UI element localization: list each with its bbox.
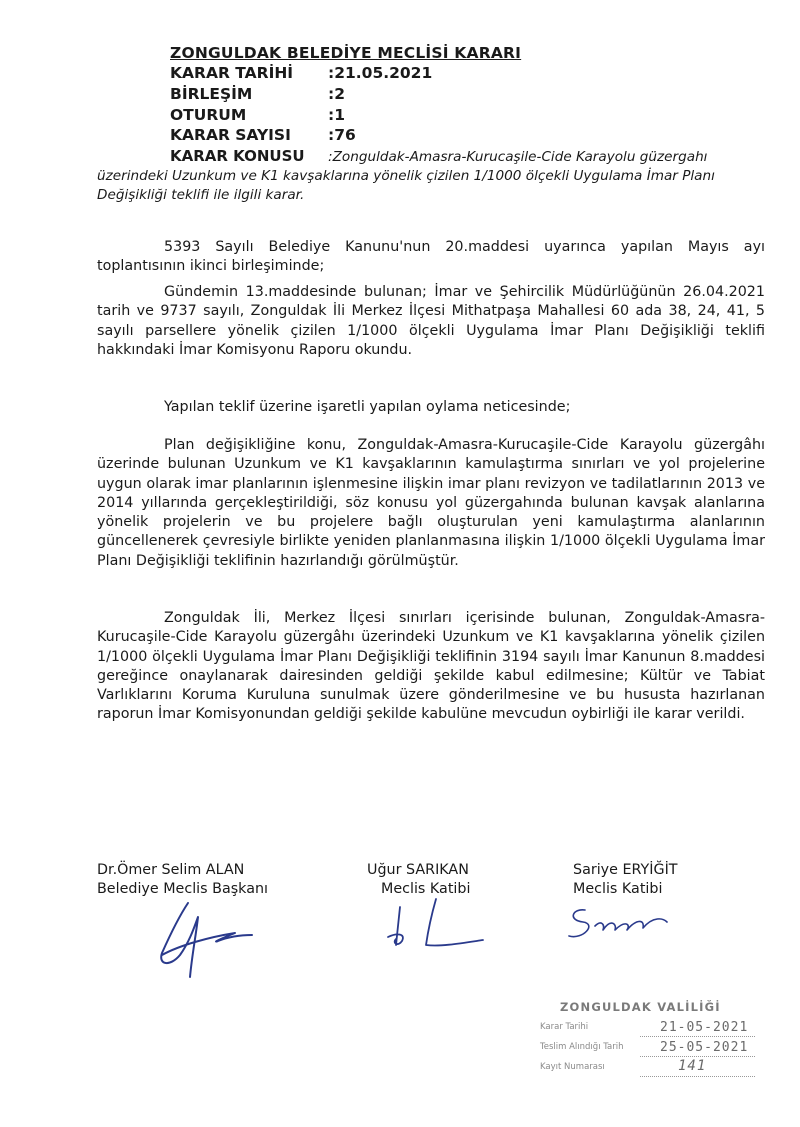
stamp-title: ZONGULDAK VALİLİĞİ — [560, 1000, 721, 1014]
decision-number-label: KARAR SAYISI — [170, 126, 291, 144]
signer-2-title: Meclis Katibi — [381, 881, 471, 897]
paragraph-4: Plan değişikliğine konu, Zonguldak-Amasra-Kurucaşile-Cide Karayolu güzergâhı üzerinde bulunan Uzunkum ve K1 kavşaklarının kamulaştırma sınırları ve yol projelerine uygun olarak imar planlarının işlenmesine ilişkin imar planı revizyon ve tadilatlarının 2013 ve 2014 yıllarında gerçekleştirildiği, söz konusu yol güzergahında bulunan kavşak alanlarına yönelik projelerin ve bu projelere bağlı oluşturulan yeni kamulaştırma alanlarının güncellenerek çevresiyle birlikte yeniden planlanmasına ilişkin 1/1000 ölçekli Uygulama İmar Planı Değişikliği teklifinin hazırlandığı görülmüştür. — [97, 437, 765, 569]
stamp-decision-date-value: 21-05-2021 — [660, 1020, 749, 1035]
decision-topic-label: KARAR KONUSU — [170, 147, 305, 165]
paragraph-5: Zonguldak İli, Merkez İlçesi sınırları içerisinde bulunan, Zonguldak-Amasra-Kurucaşile-Cide Karayolu güzergâhı üzerindeki Uzunkum ve K1 kavşaklarına yönelik çizilen 1/1000 ölçekli Uygulama İmar Planı Değişikliği teklifinin 3194 sayılı İmar Kanunun 8.maddesi gereğince onaylanarak dairesinden geldiği şekilde kabul edilmesine; Kültür ve Tabiat Varlıklarını Koruma Kuruluna sunulmak üzere gönderilmesine ve bu hususta hazırlanan raporun İmar Komisyonundan geldiği şekilde kabulüne mevcudun oybirliği ile karar verildi. — [97, 610, 765, 723]
signature-3-icon — [565, 900, 705, 950]
session-row — [170, 85, 345, 103]
decision-number-row — [170, 126, 356, 144]
decision-topic-continued: üzerindeki Uzunkum ve K1 kavşaklarına yönelik çizilen 1/1000 ölçekli Uygulama İmar Planı Değişikliği teklifi ile ilgili karar. — [97, 168, 715, 203]
stamp-registry-number-value: 141 — [678, 1058, 707, 1074]
decision-date-row — [170, 64, 432, 82]
signer-1-title: Belediye Meclis Başkanı — [97, 881, 268, 897]
stamp-registry-number-label: Kayıt Numarası — [540, 1062, 605, 1072]
signature-2-icon — [378, 895, 508, 965]
decision-topic-value: :Zonguldak-Amasra-Kurucaşile-Cide Karayolu güzergahı — [328, 149, 708, 165]
decision-date-label: KARAR TARİHİ — [170, 64, 294, 82]
sitting-value: :1 — [328, 106, 345, 124]
stamp-decision-date-label: Karar Tarihi — [540, 1022, 589, 1032]
decision-number-value: :76 — [328, 126, 356, 144]
decision-topic-row — [170, 147, 707, 165]
signature-1-icon — [140, 895, 290, 985]
signer-3-title: Meclis Katibi — [573, 881, 663, 897]
paragraph-3: Yapılan teklif üzerine işaretli yapılan oylama neticesinde; — [164, 399, 571, 415]
session-value: :2 — [328, 85, 345, 103]
stamp-received-date-value: 25-05-2021 — [660, 1040, 749, 1055]
session-label: BİRLEŞİM — [170, 85, 253, 103]
document-title: ZONGULDAK BELEDİYE MECLİSİ KARARI — [170, 44, 522, 62]
sitting-label: OTURUM — [170, 106, 247, 124]
paragraph-1: 5393 Sayılı Belediye Kanunu'nun 20.maddesi uyarınca yapılan Mayıs ayı toplantısının ikinci birleşiminde; — [97, 239, 765, 275]
registry-stamp — [520, 1000, 770, 1090]
decision-date-value: :21.05.2021 — [328, 64, 433, 82]
signer-3-name: Sariye ERYİĞİT — [573, 862, 678, 878]
signer-2-name: Uğur SARIKAN — [367, 862, 469, 878]
stamp-received-date-label: Teslim Alındığı Tarih — [540, 1042, 624, 1052]
paragraph-2: Gündemin 13.maddesinde bulunan; İmar ve Şehircilik Müdürlüğünün 26.04.2021 tarih ve 9737 sayılı, Zonguldak İli Merkez İlçesi Mithatpaşa Mahallesi 60 ada 38, 24, 41, 5 sayılı parsellere yönelik çizilen 1/1000 ölçekli Uygulama İmar Planı Değişikliği teklifi hakkındaki İmar Komisyonu Raporu okundu. — [97, 284, 765, 358]
signer-1-name: Dr.Ömer Selim ALAN — [97, 862, 245, 878]
sitting-row — [170, 106, 345, 124]
